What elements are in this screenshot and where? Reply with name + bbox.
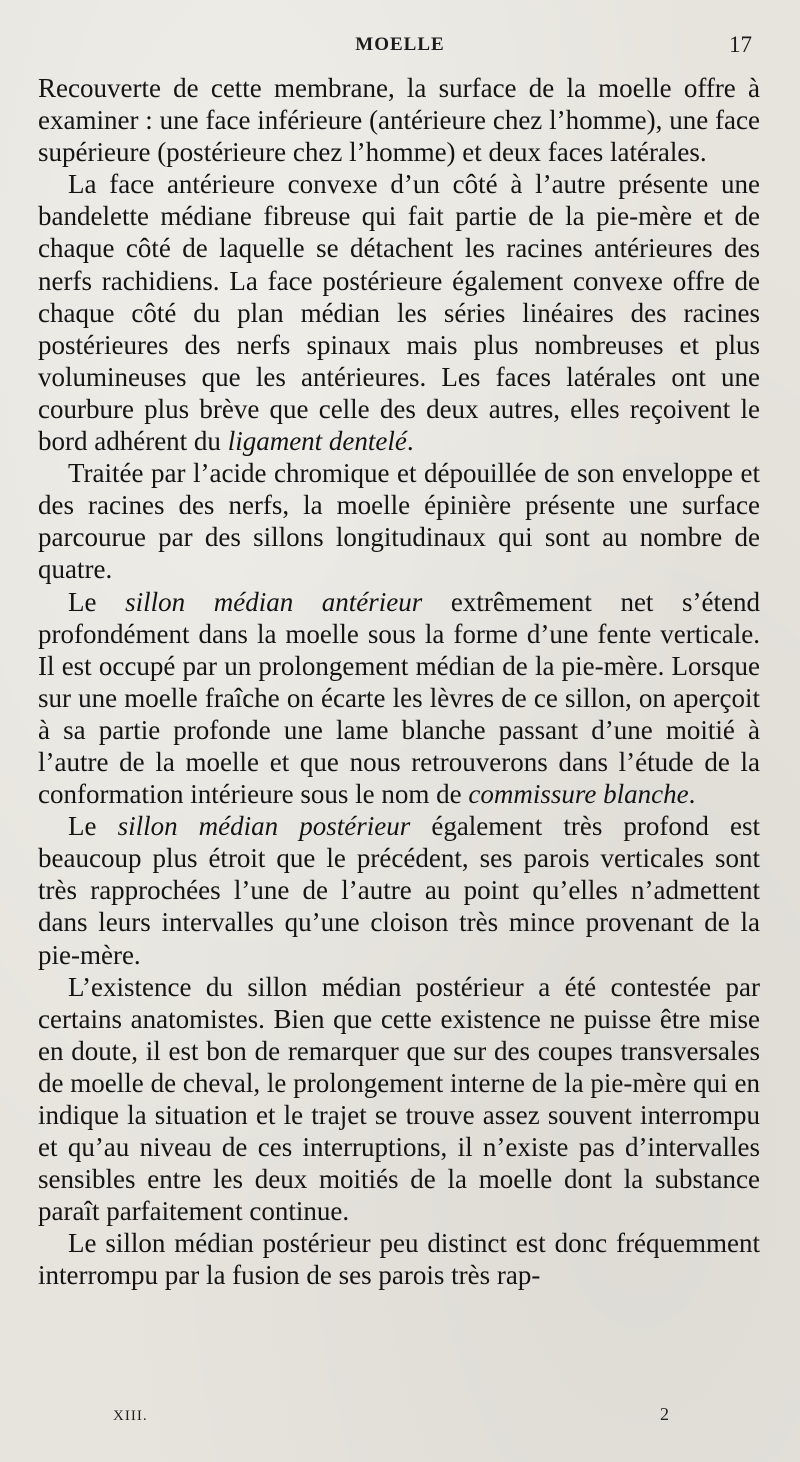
signature-mark: XIII. xyxy=(113,1408,148,1424)
paragraph-surface: Recouverte de cette membrane, la surface de la moelle offre à examiner : une face inférieure (antérieure chez l’homme), une face supérieure (postérieure chez l’homme) et deux faces latérales. xyxy=(38,73,760,168)
signature-number: 2 xyxy=(660,1404,669,1424)
paragraph-text: . xyxy=(688,779,696,810)
paragraph-text: Le xyxy=(68,586,126,617)
italic-term: sillon médian antérieur xyxy=(125,586,423,617)
running-header-title: MOELLE xyxy=(355,34,445,55)
paragraph-face-anterieure xyxy=(38,168,760,457)
paragraph-sillon-posterieur xyxy=(38,810,760,970)
paragraph-sillon-anterieur xyxy=(38,586,760,811)
paragraph-conclusion: Le sillon médian postérieur peu distinct est donc fréquemment interrompu par la fusion de ses parois très rap- xyxy=(38,1228,760,1291)
paragraph-text: également très profond est beaucoup plus étroit que le précédent, ses parois verticales sont très rapprochées l’une de l’autre au point qu’elles n’admettent dans leurs intervalles qu’une cloison très mince provenant de la pie-mère. xyxy=(38,811,760,970)
paragraph-text: extrêmement net s’étend profondément dans la moelle sous la forme d’une fente verticale. Il est occupé par un prolongement médian de la pie-mère. Lorsque sur une moelle fraîche on écarte les lèvres de ce sillon, on aperçoit à sa partie profonde une lame blanche passant d’une moitié à l’autre de la moelle et que nous retrouverons dans l’étude de la conformation intérieure sous le nom de xyxy=(38,586,761,810)
paragraph-text: Le xyxy=(68,811,118,842)
body-text xyxy=(38,72,760,1292)
page-number: 17 xyxy=(729,32,752,57)
paragraph-text: . xyxy=(406,426,414,457)
italic-term: sillon médian postérieur xyxy=(117,811,411,842)
paragraph-acide-chromique: Traitée par l’acide chromique et dépouillée de son enveloppe et des racines des nerfs, la moelle épinière présente une surface parcourue par des sillons longitudinaux qui sont au nombre de quatre. xyxy=(38,458,760,585)
italic-term: ligament dentelé xyxy=(227,426,407,457)
paragraph-text: La face antérieure convexe d’un côté à l’autre présente une bandelette médiane fibreuse qui fait partie de la pie-mère et de chaque côté de laquelle se détachent les racines antérieures des nerfs rachidiens. La face postérieure également convexe offre de chaque côté du plan médian les séries linéaires des racines postérieures des nerfs spinaux mais plus nombreuses et plus volumineuses que les antérieures. Les faces latérales ont une courbure plus brève que celle des deux autres, elles reçoivent le bord adhérent du xyxy=(38,169,760,457)
italic-term: commissure blanche xyxy=(468,779,689,810)
paragraph-existence: L’existence du sillon médian postérieur a été contestée par certains anatomistes. Bien que cette existence ne puisse être mise en doute, il est bon de remarquer que sur des coupes transversales de moelle de cheval, le prolongement interne de la pie-mère qui en indique la situation et le trajet se trouve assez souvent interrompu et qu’au niveau de ces interruptions, il n’existe pas d’intervalles sensibles entre les deux moitiés de la moelle dont la substance paraît parfaitement continue. xyxy=(38,971,760,1227)
